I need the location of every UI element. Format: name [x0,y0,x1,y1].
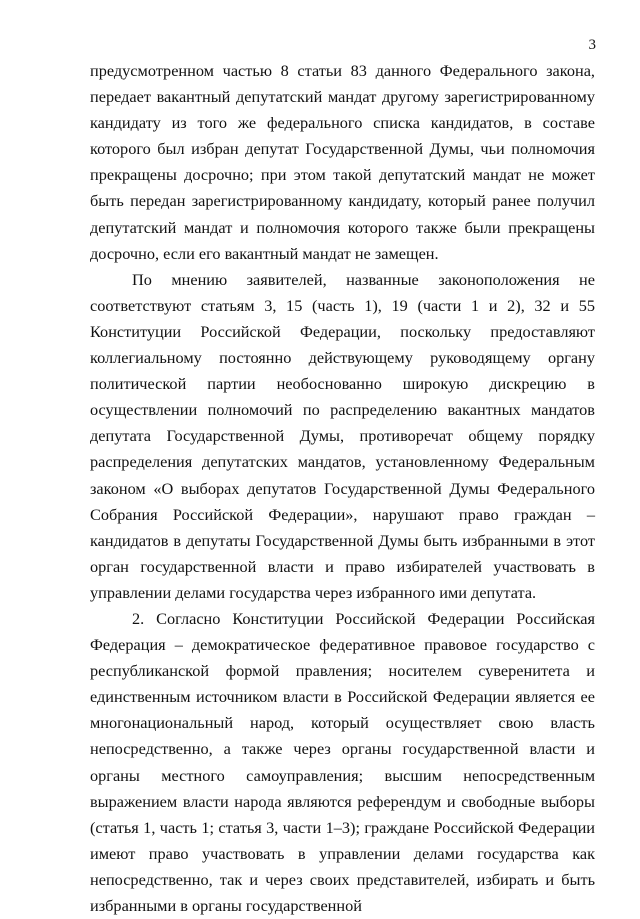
paragraph-applicants-opinion: По мнению заявителей, названные законоположения не соответствуют статьям 3, 15 (часть 1), 19 (части 1 и 2), 32 и 55 Конституции Российской Федерации, поскольку предоставляют коллегиальному постоянно действующему руководящему органу политической партии необоснованно широкую дискрецию в осуществлении полномочий по распределению вакантных мандатов депутата Государственной Думы, противоречат общему порядку распределения депутатских мандатов, установленному Федеральным законом «О выборах депутатов Государственной Думы Федерального Собрания Российской Федерации», нарушают право граждан – кандидатов в депутаты Государственной Думы быть избранными в этот орган государственной власти и право избирателей участвовать в управлении делами государства через избранного ими депутата. [90,269,595,602]
paragraph-continuation: предусмотренном частью 8 статьи 83 данного Федерального закона, передает вакантный депутатский мандат другому зарегистрированному кандидату из того же федерального списка кандидатов, в составе которого был избран депутат Государственной Думы, чьи полномочия прекращены досрочно; при этом такой депутатский мандат не может быть передан зарегистрированному кандидату, который ранее получил депутатский мандат и полномочия которого также были прекращены досрочно, если его вакантный мандат не замещен. [90,61,595,263]
document-body [90,58,595,919]
paragraph-section-2: 2. Согласно Конституции Российской Федерации Российская Федерация – демократическое федеративное правовое государство с республиканской формой правления; носителем суверенитета и единственным источником власти в Российской Федерации является ее многонациональный народ, который осуществляет свою власть непосредственно, а также через органы государственной власти и органы местного самоуправления; высшим непосредственным выражением власти народа являются референдум и свободные выборы (статья 1, часть 1; статья 3, части 1–3); граждане Российской Федерации имеют право участвовать в управлении делами государства как непосредственно, так и через своих представителей, избирать и быть избранными в органы государственной [90,608,595,915]
page-number: 3 [588,37,596,53]
